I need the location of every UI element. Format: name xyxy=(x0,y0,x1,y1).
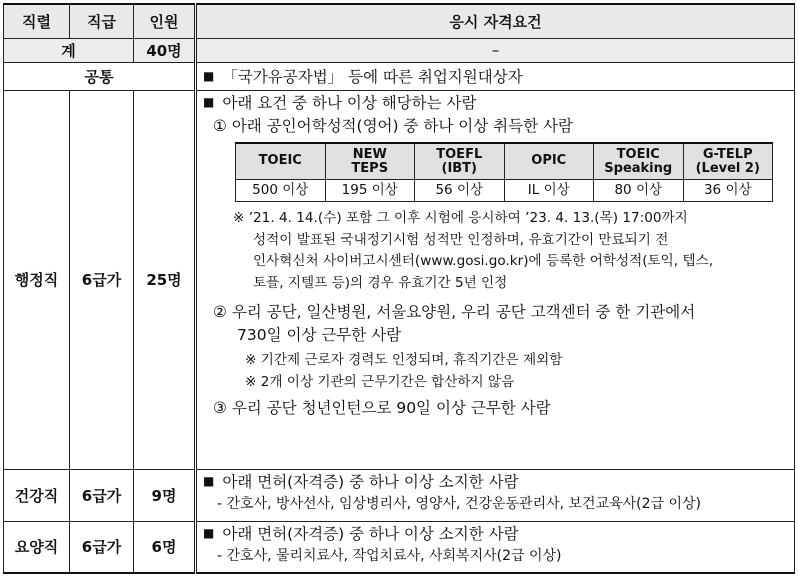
lang-header-toefl: TOEFL (IBT) xyxy=(415,143,505,179)
work-note-1: ※ 기간제 근로자 경력도 인정되며, 휴직기간은 제외함 xyxy=(245,351,563,368)
note-line-2: 성적이 발표된 국내정기시험 성적만 인정하며, 유효기간이 만료되기 전 xyxy=(253,231,669,248)
lang-value-toefl: 56 이상 xyxy=(415,179,505,201)
common-label: 공통 xyxy=(4,62,196,90)
square-bullet-icon: ■ xyxy=(203,473,215,488)
work-note-2: ※ 2개 이상 기관의 근무기간은 합산하지 않음 xyxy=(245,374,515,391)
total-req: – xyxy=(196,38,795,62)
square-bullet-icon: ■ xyxy=(203,69,215,83)
admin-row xyxy=(4,90,795,469)
language-score-table xyxy=(235,142,773,202)
lang-value-toeic-speaking: 80 이상 xyxy=(594,179,684,201)
qualification-table-container xyxy=(3,3,794,574)
language-note xyxy=(203,208,788,295)
common-req xyxy=(196,62,795,90)
square-bullet-icon: ■ xyxy=(203,94,215,109)
care-license-list: - 간호사, 물리치료사, 작업치료사, 사회복지사(2급 이상) xyxy=(217,547,562,564)
admin-criterion-1: ① 아래 공인어학성적(영어) 중 하나 이상 취득한 사람 xyxy=(213,116,573,135)
care-req xyxy=(196,521,795,573)
note-line-1: ※ ’21. 4. 14.(수) 포함 그 이후 시험에 응시하여 ’23. 4. 13.(목) 17:00까지 xyxy=(233,209,688,226)
lang-value-toeic: 500 이상 xyxy=(236,179,326,201)
qualification-table xyxy=(3,3,795,574)
admin-count: 25명 xyxy=(134,90,196,469)
health-row xyxy=(4,469,795,521)
header-series: 직렬 xyxy=(4,4,70,38)
lang-value-teps: 195 이상 xyxy=(325,179,415,201)
care-row xyxy=(4,521,795,573)
lang-header-toeic-speaking: TOEIC Speaking xyxy=(594,143,684,179)
care-intro: 아래 면허(자격증) 중 하나 이상 소지한 사람 xyxy=(222,524,519,543)
total-row xyxy=(4,38,795,62)
health-count: 9명 xyxy=(134,469,196,521)
language-value-row xyxy=(236,179,773,201)
note-line-3: 인사혁신처 사이버고시센터(www.gosi.go.kr)에 등록한 어학성적(토익, 텝스, xyxy=(253,253,714,270)
lang-header-gtelp: G-TELP (Level 2) xyxy=(683,143,773,179)
health-grade: 6급가 xyxy=(70,469,134,521)
common-text: 「국가유공자법」 등에 따른 취업지원대상자 xyxy=(222,68,523,86)
language-header-row xyxy=(236,143,773,179)
total-count: 40명 xyxy=(134,38,196,62)
admin-intro: 아래 요건 중 하나 이상 해당하는 사람 xyxy=(222,93,477,112)
admin-criterion-2a: ② 우리 공단, 일산병원, 서울요양원, 우리 공단 고객센터 중 한 기관에서 xyxy=(213,302,696,321)
header-requirements: 응시 자격요건 xyxy=(196,4,795,38)
common-row xyxy=(4,62,795,90)
header-row xyxy=(4,4,795,38)
lang-header-teps: NEW TEPS xyxy=(325,143,415,179)
lang-value-gtelp: 36 이상 xyxy=(683,179,773,201)
total-label: 계 xyxy=(4,38,134,62)
note-line-4: 토플, 지텔프 등)의 경우 유효기간 5년 인정 xyxy=(253,275,508,291)
health-license-list: - 간호사, 방사선사, 임상병리사, 영양사, 건강운동관리사, 보건교육사(2급 이상) xyxy=(217,495,702,512)
care-series: 요양직 xyxy=(4,521,70,573)
health-intro: 아래 면허(자격증) 중 하나 이상 소지한 사람 xyxy=(222,472,519,491)
lang-header-opic: OPIC xyxy=(504,143,594,179)
care-count: 6명 xyxy=(134,521,196,573)
admin-criterion-2b: 730일 이상 근무한 사람 xyxy=(237,326,402,345)
lang-value-opic: IL 이상 xyxy=(504,179,594,201)
admin-grade: 6급가 xyxy=(70,90,134,469)
care-grade: 6급가 xyxy=(70,521,134,573)
header-count: 인원 xyxy=(134,4,196,38)
lang-header-toeic: TOEIC xyxy=(236,143,326,179)
square-bullet-icon: ■ xyxy=(203,525,215,540)
header-grade: 직급 xyxy=(70,4,134,38)
admin-series: 행정직 xyxy=(4,90,70,469)
admin-criterion-3: ③ 우리 공단 청년인턴으로 90일 이상 근무한 사람 xyxy=(213,399,551,418)
health-series: 건강직 xyxy=(4,469,70,521)
admin-req xyxy=(196,90,795,469)
health-req xyxy=(196,469,795,521)
